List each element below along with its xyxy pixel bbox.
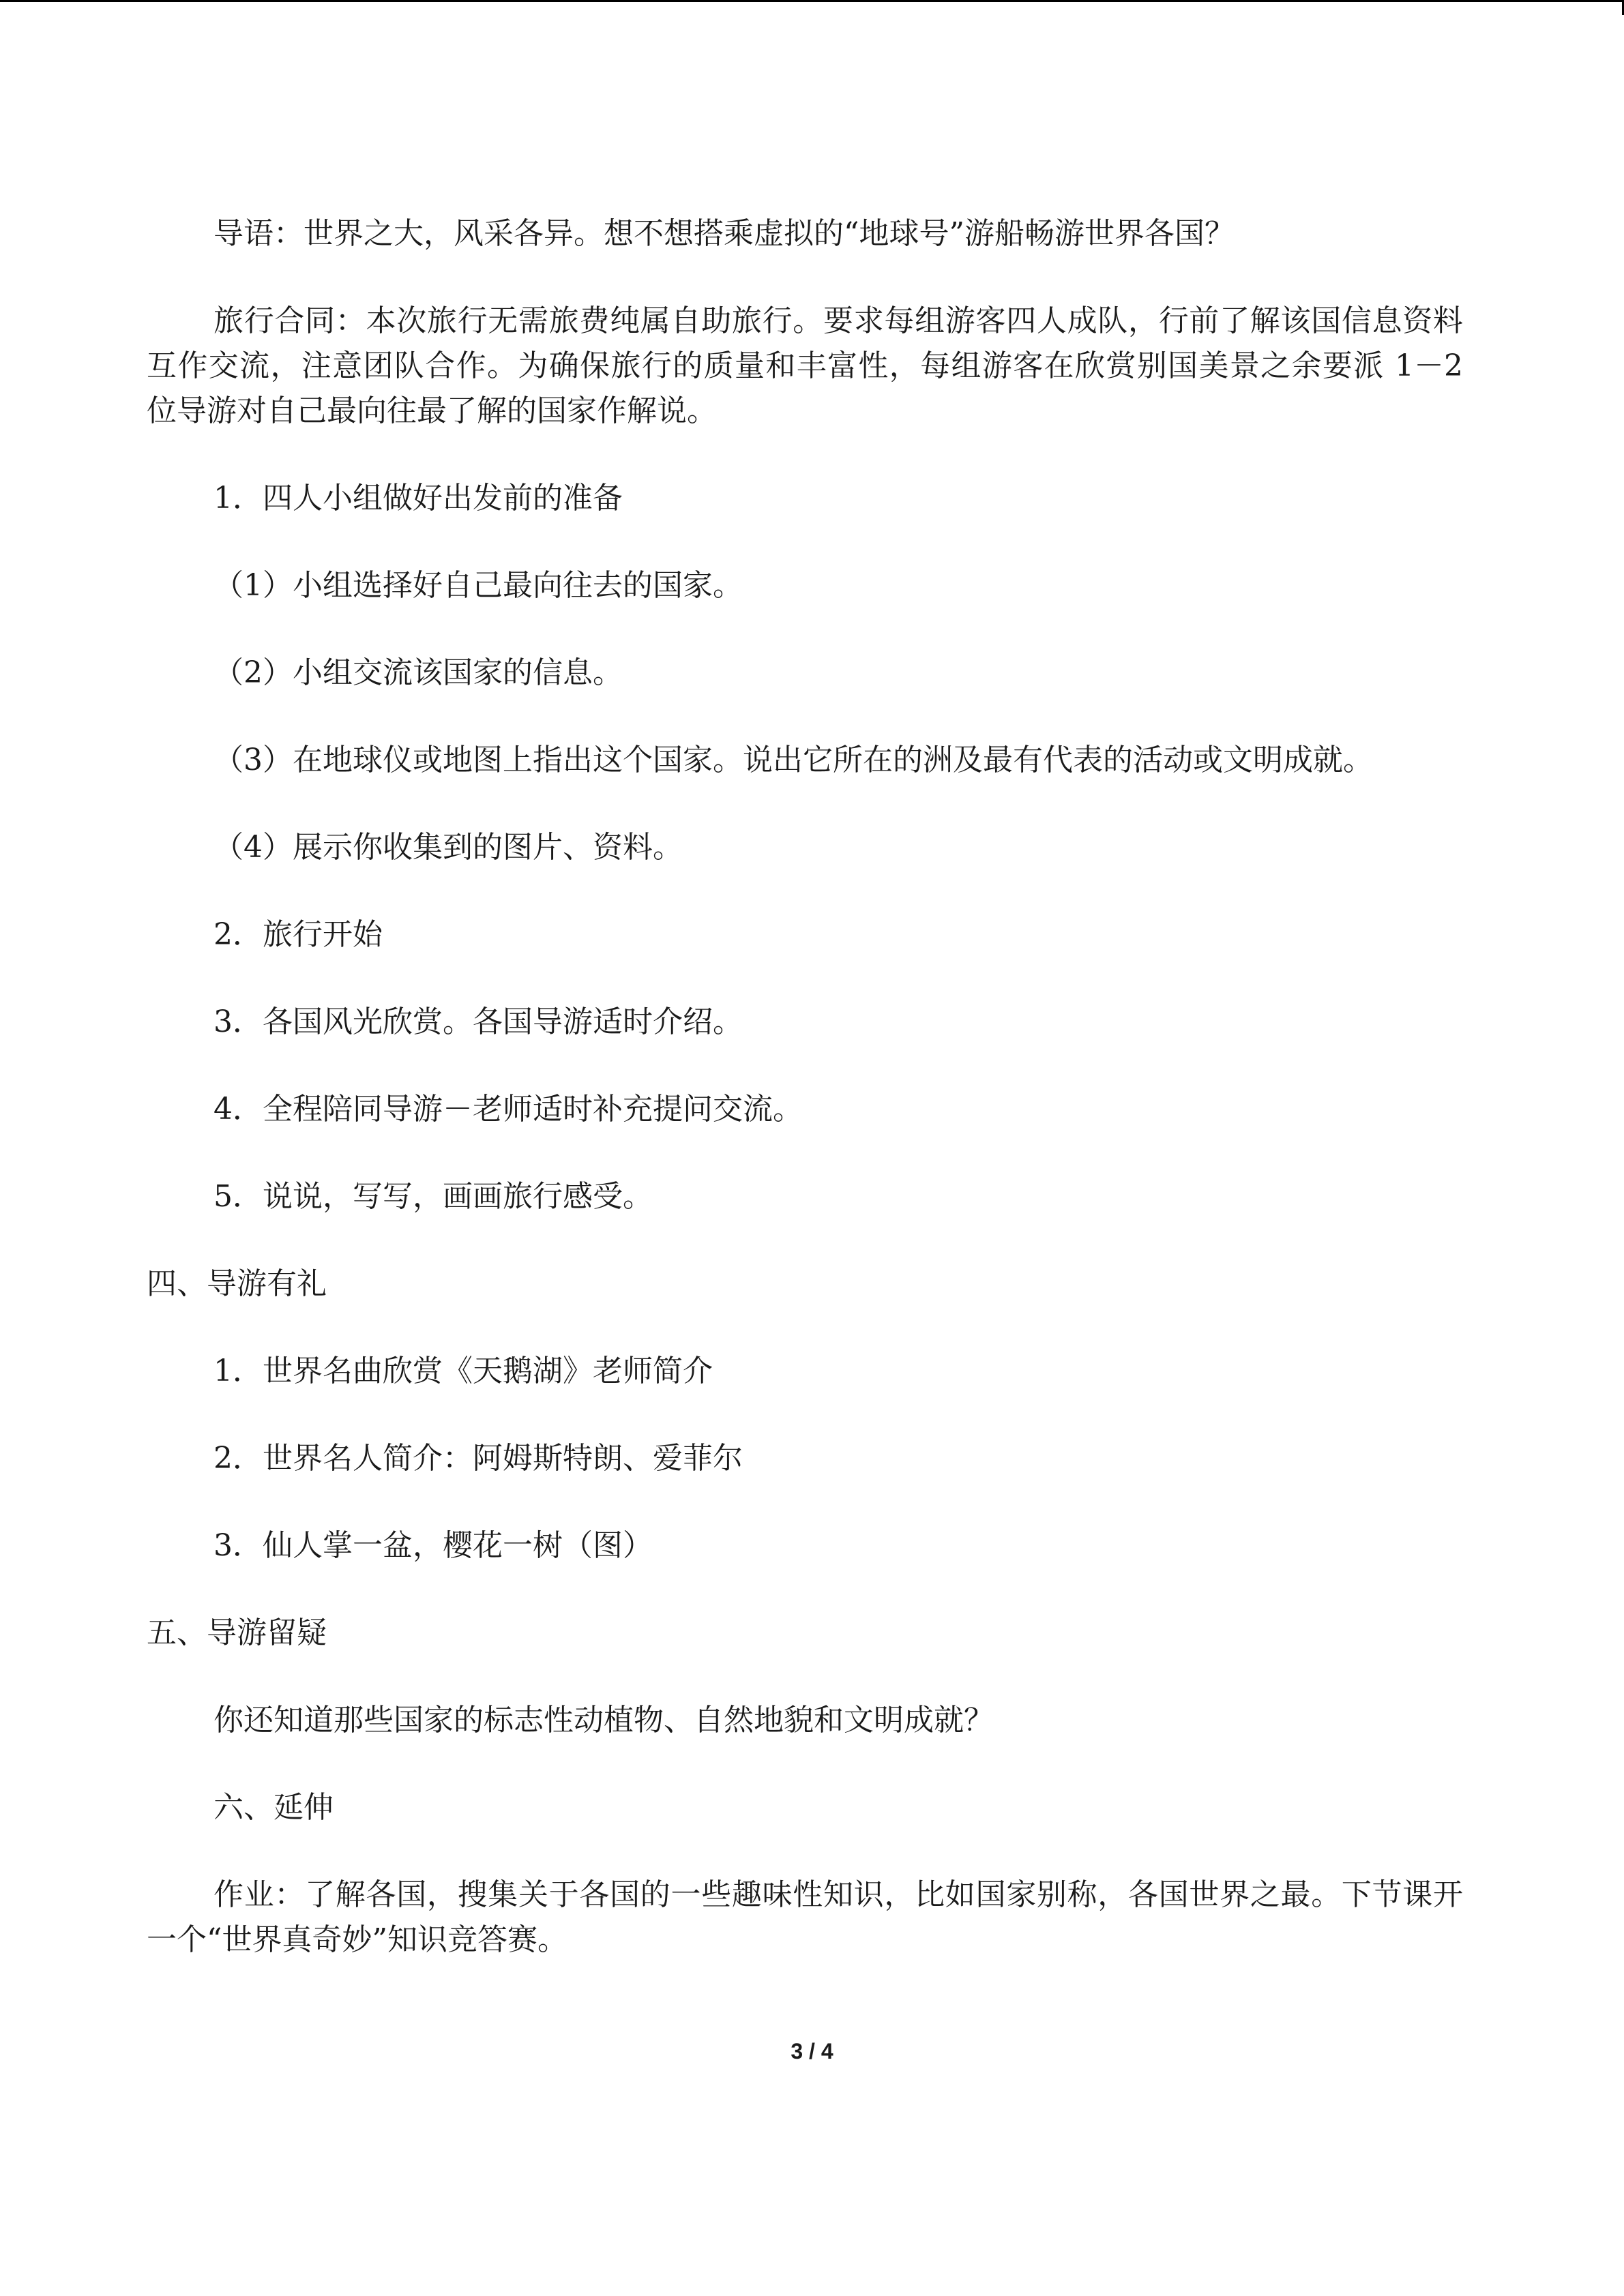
section-6-heading: 六、延伸 [213,1790,334,1825]
homework-paragraph [147,1873,1463,1963]
step-4: 4．全程陪同导游－老师适时补充提问交流。 [213,1092,803,1127]
page-number: 3 / 4 [791,2039,833,2063]
step-2: 2．旅行开始 [213,917,383,952]
step-5: 5．说说，写写，画画旅行感受。 [213,1179,653,1214]
step-1-sub-4: （4）展示你收集到的图片、资料。 [213,830,683,865]
contract-text: 旅行合同：本次旅行无需旅费纯属自助旅行。要求每组游客四人成队，行前了解该国信息资料互作交流，注意团队合作。为确保旅行的质量和丰富性，每组游客在欣赏别国美景之余要派 1－2 位导游对自己最向往最了解的国家作解说。 [147,303,1463,428]
section-4-item-2: 2．世界名人简介：阿姆斯特朗、爱菲尔 [213,1441,743,1476]
section-4-item-1: 1．世界名曲欣赏《天鹅湖》老师简介 [213,1354,713,1388]
step-3: 3．各国风光欣赏。各国导游适时介绍。 [213,1004,743,1039]
step-1-sub-3: （3）在地球仪或地图上指出这个国家。说出它所在的洲及最有代表的活动或文明成就。 [213,743,1373,777]
top-border-line [0,0,1624,2]
intro-paragraph: 导语：世界之大，风采各异。想不想搭乘虚拟的“地球号”游船畅游世界各国？ [213,216,1235,251]
section-4-heading: 四、导游有礼 [147,1266,327,1301]
page-body [147,211,1463,1963]
section-4-item-3: 3．仙人掌一盆，樱花一树（图） [213,1528,653,1563]
section-5-heading: 五、导游留疑 [147,1615,327,1650]
contract-paragraph [147,299,1463,434]
step-1-sub-1: （1）小组选择好自己最向往去的国家。 [213,568,743,603]
step-1-sub-2: （2）小组交流该国家的信息。 [213,655,623,690]
section-5-question: 你还知道那些国家的标志性动植物、自然地貌和文明成就？ [213,1703,994,1738]
homework-text: 作业：了解各国，搜集关于各国的一些趣味性知识，比如国家别称，各国世界之最。下节课开一个“世界真奇妙”知识竞答赛。 [147,1877,1463,1957]
step-1: 1．四人小组做好出发前的准备 [213,481,623,516]
